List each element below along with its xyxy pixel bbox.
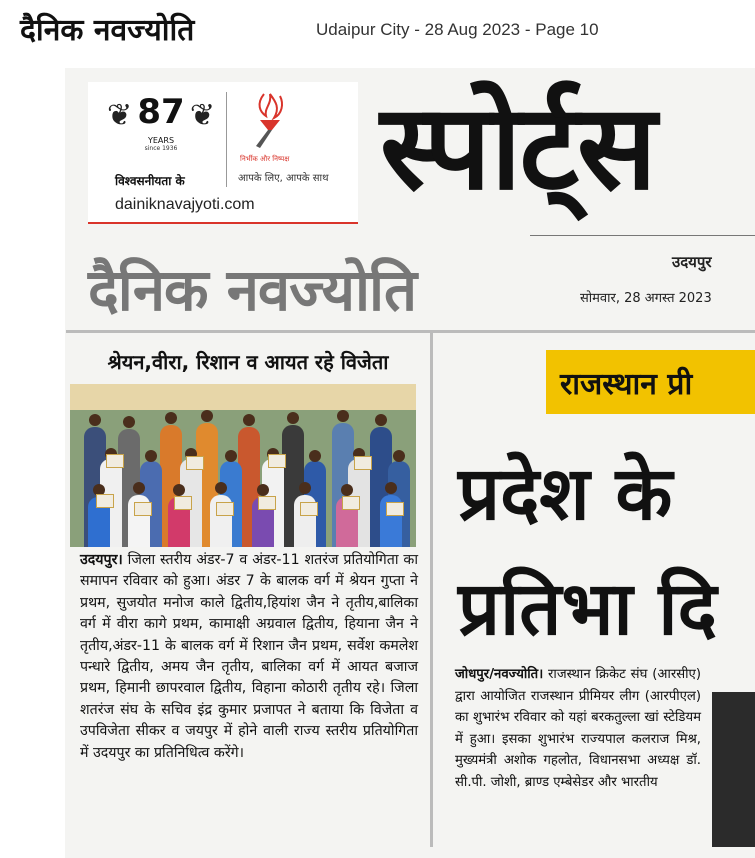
left-article-headline: श्रेयन,वीरा, रिशान व आयत रहे विजेता: [107, 350, 389, 374]
right-article-dateline: जोधपुर/नवज्योति।: [455, 667, 544, 682]
right-article-body: [455, 664, 701, 793]
right-article-tag: राजस्थान प्री: [560, 367, 693, 402]
header-rule: [530, 235, 755, 236]
left-article-body: [80, 550, 418, 764]
anniversary-badge: [105, 92, 217, 162]
badge-since: since 1936: [144, 145, 178, 152]
badge-years-label: YEARS: [147, 136, 175, 145]
right-headline-line1: प्रदेश के: [458, 451, 673, 537]
masthead-title: दैनिक नवज्योति: [20, 13, 195, 48]
website-link[interactable]: dainiknavajyoti.com: [115, 196, 255, 213]
logo-tagline: आपके लिए, आपके साथ: [238, 173, 329, 184]
section-divider: [66, 330, 755, 333]
logo-divider: [226, 92, 227, 187]
city-label: उदयपुर: [672, 253, 712, 271]
right-article-text: राजस्थान क्रिकेट संघ (आरसीए) द्वारा आयोजित राजस्थान प्रीमियर लीग (आरपीएल) का शुभारंभ रविवार को यहां बरकतुल्ला खां स्टेडियम में हुआ। इसका शुभारंभ राज्यपाल कलराज मिश्र, मुख्यमंत्री अशोक गहलोत, विधानसभा अध्यक्ष डॉ. सी.पी. जोशी, ब्राण्ड एम्बेसेडर और भारतीय: [455, 667, 701, 790]
torch-caption: निर्भीक और निष्पक्ष: [240, 155, 290, 163]
chess-winners-photo: [70, 384, 416, 547]
badge-years-number: 87: [137, 92, 185, 132]
edition-info: Udaipur City - 28 Aug 2023 - Page 10: [316, 20, 599, 39]
left-article-dateline: उदयपुर।: [80, 552, 123, 568]
torch-icon: [242, 86, 298, 152]
side-photo: [712, 692, 755, 847]
column-divider: [430, 333, 433, 847]
left-article-text: जिला स्तरीय अंडर-7 व अंडर-11 शतरंज प्रतियोगिता का समापन रविवार को हुआ। अंडर 7 के बालक वर्ग में श्रेयन गुप्ता ने प्रथम, सुजयोत मनोज काले द्वितीय,हियांश जैन ने तृतीय,बालिका वर्ग में वीरा कागे प्रथम, कामाक्षी अग्रवाल द्वितीय, हियाना जैन ने तृतीय,अंडर-11 के बालक वर्ग में रिशान जैन प्रथम, सर्वेश कमलेश पन्धारे द्वितीय, अमय जैन तृतीय, बालिका वर्ग में आयत बजाज प्रथम, हिमानी छापरवाल द्वितीय, विहाना कोठारी तृतीय रहे। जिला शतरंज संघ के सचिव इंद्र कुमार प्रजापत ने बताया कि विजेता व उपविजेता सीकर व जयपुर में होने वाली राज्य स्तरीय प्रतियोगिता में उदयपुर का प्रतिनिधित्व करेंगे।: [80, 552, 418, 761]
section-title: स्पोर्ट्स: [380, 78, 655, 216]
page-masthead: दैनिक नवज्योति: [88, 256, 417, 324]
laurel-right-icon: ❦: [189, 98, 215, 133]
photo-banner: [70, 384, 416, 410]
trust-text: विश्वसनीयता के: [115, 174, 185, 188]
date-label: सोमवार, 28 अगस्त 2023: [580, 291, 712, 306]
laurel-left-icon: ❦: [107, 98, 133, 133]
right-headline-line2: प्रतिभा दि: [458, 566, 717, 652]
